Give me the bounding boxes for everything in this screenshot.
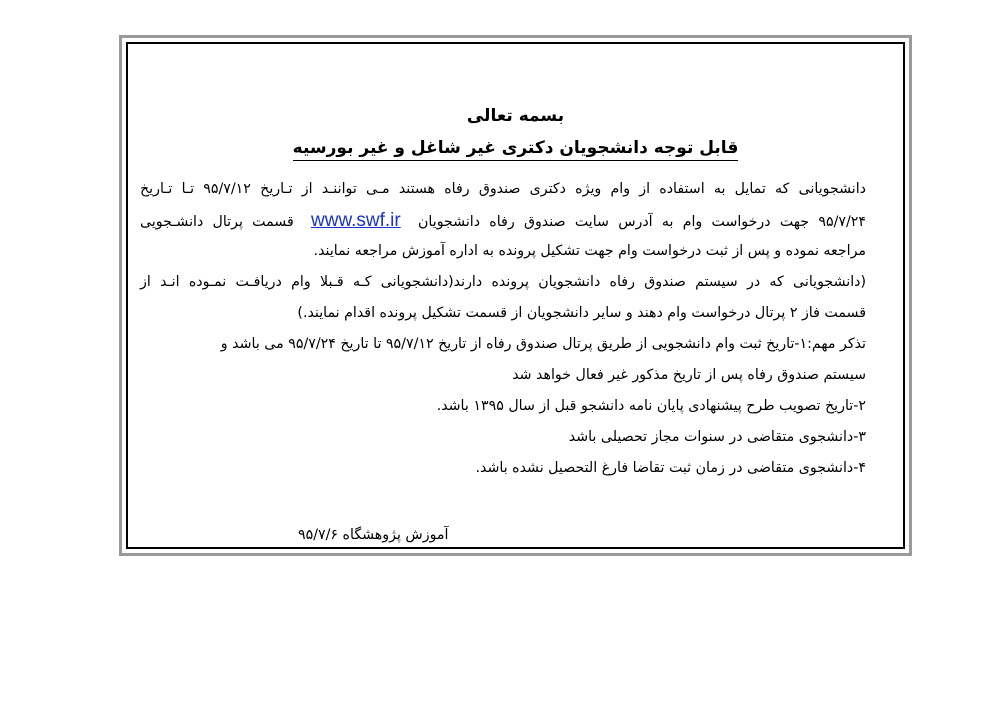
- paragraph-1-line-2-end: قسمت پرتال دانشـجویی: [140, 214, 294, 230]
- heading: بسمه تعالی: [466, 106, 565, 126]
- notes-line-1: تذکر مهم:۱-تاریخ ثبت وام دانشجویی از طریق پرتال صندوق رفاه از تاریخ ۹۵/۷/۱۲ تا تاریخ ۹۵/۷/۲۴ می باشد و: [220, 336, 866, 352]
- announcement-body: [140, 174, 866, 484]
- paragraph-1-line-3: مراجعه نموده و پس از ثبت درخواست وام جهت تشکیل پرونده به اداره آموزش مراجعه نمایند.: [313, 243, 866, 259]
- paragraph-1-line-1: دانشجویانی که تمایل به استفاده از وام ویژه دکتری صندوق رفاه هستند مـی تواننـد از تـاریخ ۹۵/۷/۱۲ تـا تـاریخ: [140, 181, 866, 197]
- paragraph-2-line-1: (دانشجویانی که در سیستم صندوق رفاه دانشجویان پرونده دارند(دانشجویانی کـه قـبلا وام دریافـت نمـوده انـد از: [140, 274, 866, 290]
- announcement-title: [128, 138, 903, 158]
- announcement-title-text: قابل توجه دانشجویان دکتری غیر شاغل و غیر بورسیه: [293, 138, 739, 161]
- notes-item-4: ۴-دانشجوی متقاضی در زمان ثبت تقاضا فارغ التحصیل نشده باشد.: [475, 460, 866, 476]
- paragraph-1-line-2: [140, 205, 866, 236]
- notes-item-3: ۳-دانشجوی متقاضی در سنوات مجاز تحصیلی باشد: [568, 429, 866, 445]
- signature: آموزش پژوهشگاه ۹۵/۷/۶: [298, 527, 449, 543]
- notes-item-2: ۲-تاریخ تصویب طرح پیشنهادی پایان نامه دانشجو قبل از سال ۱۳۹۵ باشد.: [436, 398, 866, 414]
- website-link[interactable]: www.swf.ir: [311, 210, 401, 231]
- notes-line-2: سیستم صندوق رفاه پس از تاریخ مذکور غیر فعال خواهد شد: [512, 367, 866, 383]
- paragraph-1-line-2-start: ۹۵/۷/۲۴ جهت درخواست وام به آدرس سایت صندوق رفاه دانشجویان: [418, 214, 866, 230]
- document-frame: [119, 35, 912, 556]
- document-border: [126, 42, 905, 549]
- paragraph-2-line-2: قسمت فاز ۲ پرتال درخواست وام دهند و سایر دانشجویان از قسمت تشکیل پرونده اقدام نمایند.): [297, 305, 866, 321]
